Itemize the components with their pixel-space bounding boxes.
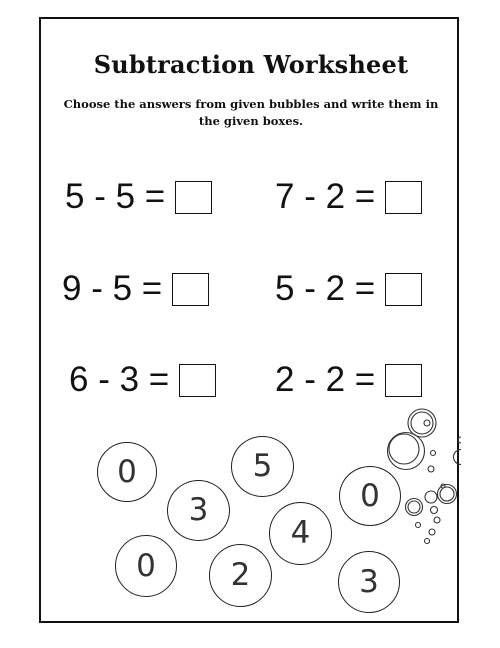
problem-expression: 6 - 3 = (69, 360, 170, 399)
problem-4 (275, 267, 422, 311)
worksheet-page (39, 17, 459, 623)
answer-box[interactable] (385, 181, 422, 214)
problem-expression: 7 - 2 = (275, 177, 376, 216)
worksheet-instructions: Choose the answers from given bubbles and write them in the given boxes. (63, 97, 439, 128)
answer-bubble[interactable]: 3 (338, 551, 400, 613)
problem-3 (62, 267, 209, 311)
answer-bubble[interactable]: 5 (231, 436, 294, 497)
worksheet-title: Subtraction Worksheet (93, 50, 409, 79)
problem-expression: 5 - 5 = (65, 177, 166, 216)
problem-2 (275, 175, 422, 219)
answer-box[interactable] (175, 181, 212, 214)
answer-box[interactable] (179, 364, 216, 397)
problem-5 (69, 358, 216, 402)
answer-box[interactable] (172, 273, 209, 306)
problem-expression: 2 - 2 = (275, 360, 376, 399)
answer-box[interactable] (385, 273, 422, 306)
problem-6 (275, 358, 422, 402)
problem-1 (65, 175, 212, 219)
answer-bubble[interactable]: 4 (269, 502, 332, 565)
answer-bubble[interactable]: 0 (339, 466, 401, 526)
problem-expression: 5 - 2 = (275, 269, 376, 308)
answer-bubble[interactable]: 0 (115, 535, 177, 597)
answer-box[interactable] (385, 364, 422, 397)
problem-expression: 9 - 5 = (62, 269, 163, 308)
answer-bubble[interactable]: 0 (97, 442, 157, 502)
answer-bubble[interactable]: 3 (167, 480, 230, 541)
answer-bubble[interactable]: 2 (209, 544, 272, 607)
